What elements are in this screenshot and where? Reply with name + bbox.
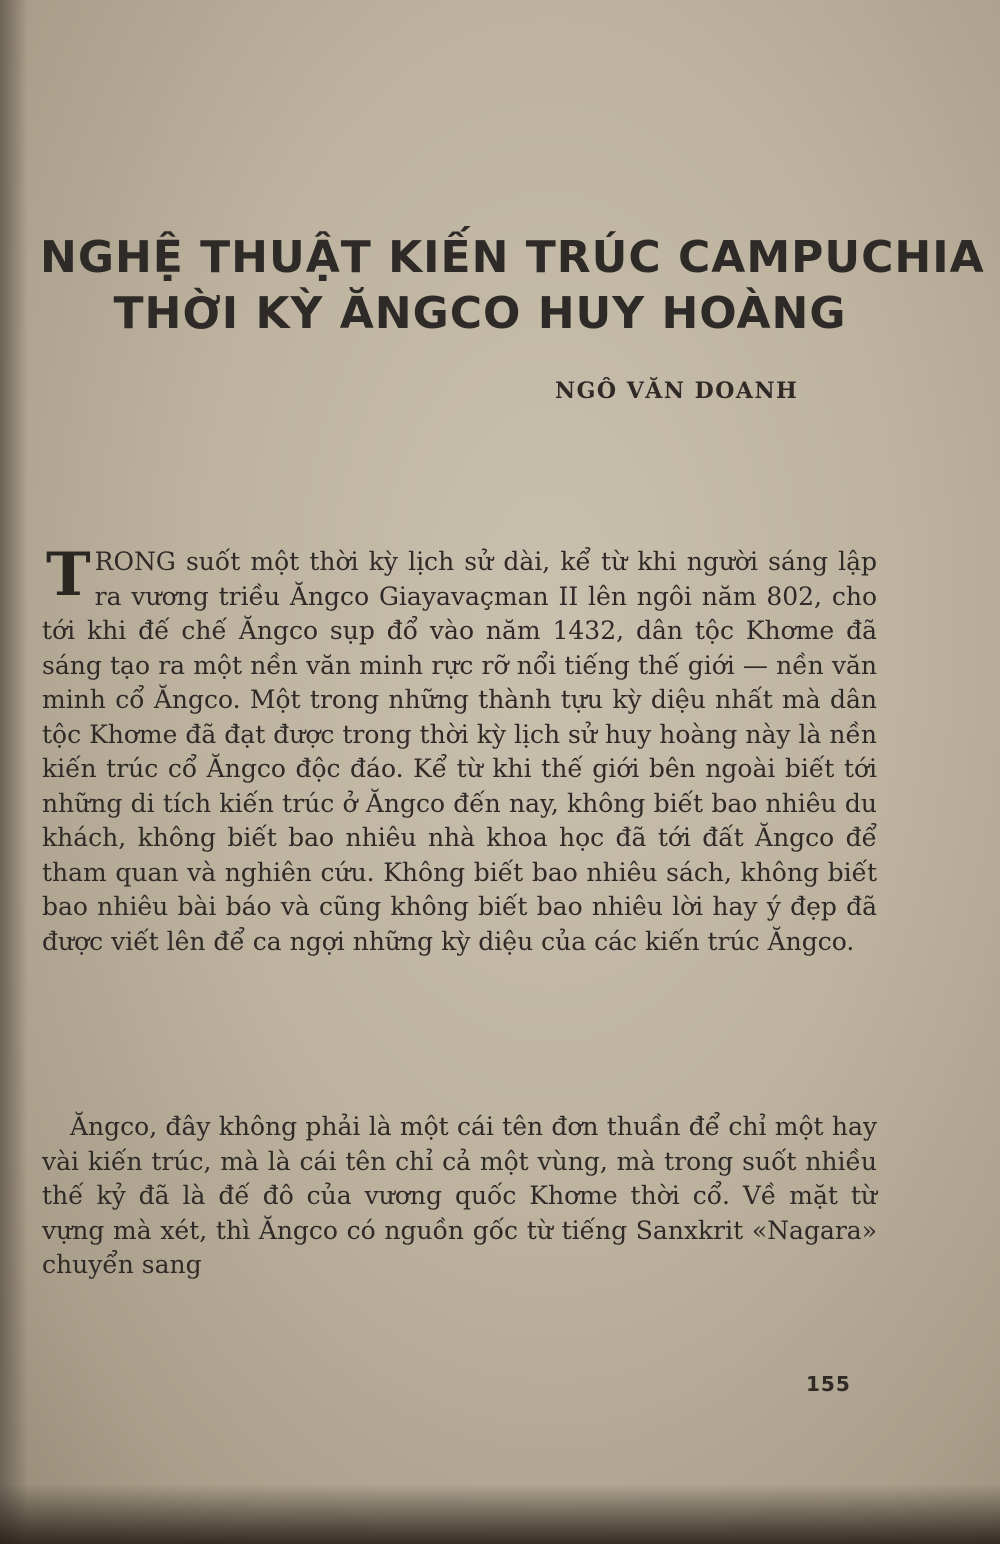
- paragraph-2: Ăngco, đây không phải là một cái tên đơn thuần để chỉ một hay vài kiến trúc, mà là cái tên chỉ cả một vùng, mà trong suốt nhiều thế kỷ đã là đế đô của vương quốc Khơme thời cổ. Về mặt từ vựng mà xét, thì Ăngco có nguồn gốc từ tiếng Sanxkrit «Nagara» chuyển sang: [42, 1112, 877, 1279]
- article-title-line-1: NGHỆ THUẬT KIẾN TRÚC CAMPUCHIA: [40, 232, 985, 283]
- page-binding-shadow: [0, 0, 28, 1544]
- page-bottom-edge: [0, 1484, 1000, 1544]
- page-number: 155: [806, 1372, 851, 1396]
- paragraph-1: [42, 540, 877, 959]
- article-author: NGÔ VĂN DOANH: [555, 378, 799, 404]
- paragraph-1-text: RONG suốt một thời kỳ lịch sử dài, kể từ khi người sáng lập ra vương triều Ăngco Giayavaçman II lên ngôi năm 802, cho tới khi đế chế Ăngco sụp đổ vào năm 1432, dân tộc Khơme đã sáng tạo ra một nền văn minh rực rỡ nổi tiếng thế giới — nền văn minh cổ Ăngco. Một trong những thành tựu kỳ diệu nhất mà dân tộc Khơme đã đạt được trong thời kỳ lịch sử huy hoàng này là nền kiến trúc cổ Ăngco độc đáo. Kể từ khi thế giới bên ngoài biết tới những di tích kiến trúc ở Ăngco đến nay, không biết bao nhiêu du khách, không biết bao nhiêu nhà khoa học đã tới đất Ăngco để tham quan và nghiên cứu. Không biết bao nhiêu sách, không biết bao nhiêu bài báo và cũng không biết bao nhiêu lời hay ý đẹp đã được viết lên để ca ngợi những kỳ diệu của các kiến trúc Ăngco.: [42, 547, 877, 956]
- article-title-line-2: THỜI KỲ ĂNGCO HUY HOÀNG: [113, 288, 847, 339]
- drop-cap-letter: T: [46, 540, 91, 610]
